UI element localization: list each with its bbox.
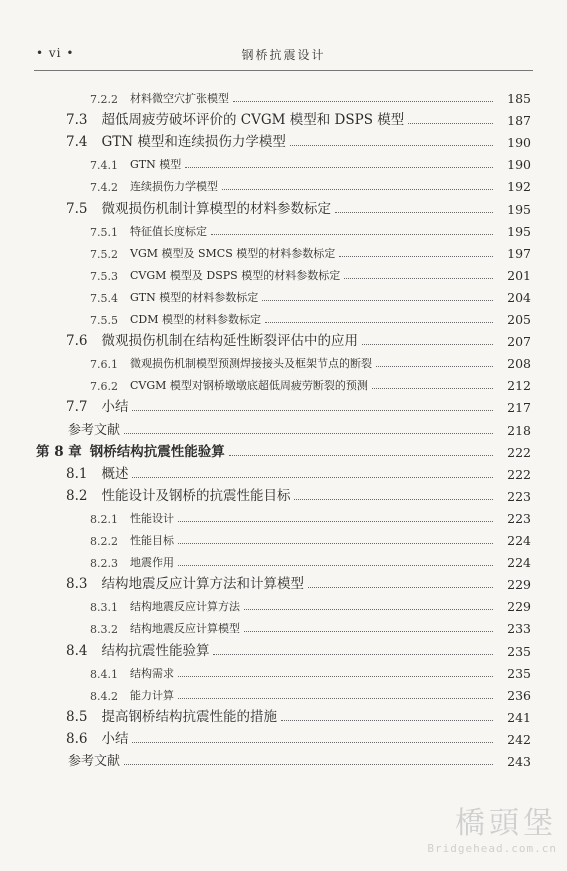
toc-entry-title: 微观损伤机制在结构延性断裂评估中的应用 xyxy=(101,333,358,350)
toc-entry-title: 结构地震反应计算模型 xyxy=(130,622,240,636)
toc-entry-title: 微观损伤机制计算模型的材料参数标定 xyxy=(101,200,331,217)
toc-entry xyxy=(66,703,531,725)
toc-entry-number: 7.5.5 xyxy=(90,314,118,327)
toc-entry-title: 参考文献 xyxy=(68,422,121,438)
toc-entry-number: 8.3.2 xyxy=(90,623,118,637)
toc-entry-title: 特征值长度标定 xyxy=(130,224,207,238)
toc-entry xyxy=(66,195,531,217)
watermark xyxy=(427,798,557,855)
toc-entry-number: 7.5.3 xyxy=(90,269,118,283)
toc-entry-number: 8.3.1 xyxy=(90,601,118,615)
toc-entry-number: 8.1 xyxy=(66,465,88,482)
leader-dots xyxy=(372,388,493,389)
toc-entry-page: 195 xyxy=(507,223,531,239)
toc-entry xyxy=(90,526,531,548)
toc-entry xyxy=(90,84,531,106)
toc-entry-title: 结构地震反应计算方法和计算模型 xyxy=(101,576,304,593)
toc-entry xyxy=(66,393,531,415)
toc-entry-number: 8.2 xyxy=(66,487,88,504)
leader-dots xyxy=(178,698,493,699)
page-header xyxy=(36,44,531,64)
toc-entry-number: 7.5.4 xyxy=(90,291,118,305)
leader-dots xyxy=(222,189,493,190)
toc-entry-number: 第 8 章 xyxy=(36,443,82,460)
toc-entry-number: 7.5.1 xyxy=(90,225,118,239)
toc-entry xyxy=(66,482,531,504)
toc-entry-title: 提高钢桥结构抗震性能的措施 xyxy=(101,708,277,725)
toc-entry-title: 性能设计 xyxy=(130,511,174,525)
toc-entry-title: 性能设计及钢桥的抗震性能目标 xyxy=(101,487,291,504)
toc-entry-title: 概述 xyxy=(101,465,129,482)
leader-dots xyxy=(244,609,493,610)
toc-entry-page: 235 xyxy=(507,643,531,659)
toc-entry-page: 204 xyxy=(507,289,531,305)
toc-entry xyxy=(90,283,531,305)
leader-dots xyxy=(178,676,493,677)
leader-dots xyxy=(376,366,493,367)
toc-entry-page: 207 xyxy=(507,334,531,350)
toc-entry-number: 7.3 xyxy=(66,112,88,129)
toc-entry-page: 235 xyxy=(507,665,531,681)
leader-dots xyxy=(178,521,493,522)
leader-dots xyxy=(185,167,493,168)
toc-entry-page: 205 xyxy=(507,312,531,327)
toc-entry-page: 224 xyxy=(507,555,531,571)
toc-entry-page: 195 xyxy=(507,201,531,217)
toc-entry xyxy=(90,217,531,239)
leader-dots xyxy=(211,234,493,235)
leader-dots xyxy=(344,278,493,279)
running-title: 钢桥抗震设计 xyxy=(241,48,326,62)
toc-entry-page: 185 xyxy=(507,91,531,106)
toc-entry-number: 7.6.2 xyxy=(90,380,118,394)
toc-entry xyxy=(90,681,531,703)
toc-entry-title: CVGM 模型对钢桥墩墩底超低周疲劳断裂的预测 xyxy=(130,379,368,393)
toc-entry-title: VGM 模型及 SMCS 模型的材料参数标定 xyxy=(130,246,336,260)
toc-entry-title: 参考文献 xyxy=(68,754,121,769)
toc-entry-title: CDM 模型的材料参数标定 xyxy=(130,313,261,326)
toc-entry-title: GTN 模型 xyxy=(130,158,182,172)
toc-entry-page: 218 xyxy=(507,422,531,438)
toc-entry-page: 208 xyxy=(507,356,531,372)
toc-entry xyxy=(90,349,531,371)
leader-dots xyxy=(233,101,493,102)
toc-entry xyxy=(66,128,531,150)
watermark-url: Bridgehead.com.cn xyxy=(427,842,557,855)
toc-chapter xyxy=(36,438,531,460)
toc-entry-number: 7.5.2 xyxy=(90,247,118,261)
toc-entry-title: 结构地震反应计算方法 xyxy=(130,600,240,614)
toc-entry-title: 能力计算 xyxy=(130,688,174,702)
toc-entry xyxy=(90,371,531,393)
toc-entry xyxy=(90,150,531,172)
header-rule xyxy=(34,70,533,71)
toc-entry-number: 7.6.1 xyxy=(90,358,118,372)
toc-entry-title: 钢桥结构抗震性能验算 xyxy=(89,443,225,460)
toc-entry-title: CVGM 模型及 DSPS 模型的材料参数标定 xyxy=(130,268,341,282)
leader-dots xyxy=(362,344,493,345)
toc-entry-title: 地震作用 xyxy=(130,556,174,570)
toc-entry-number: 8.4.2 xyxy=(90,689,118,703)
leader-dots xyxy=(281,720,493,721)
toc-entry xyxy=(90,261,531,283)
toc-entry-page: 223 xyxy=(507,510,531,526)
toc-entry-title: 结构抗震性能验算 xyxy=(101,642,210,659)
toc-entry xyxy=(68,416,531,438)
toc-entry-page: 242 xyxy=(507,731,531,747)
leader-dots xyxy=(132,477,493,478)
toc-entry-page: 212 xyxy=(507,378,531,394)
toc-entry xyxy=(68,747,531,769)
toc-entry-title: 材料微空穴扩张模型 xyxy=(130,92,229,105)
leader-dots xyxy=(262,300,493,301)
watermark-logo: 橋頭堡 xyxy=(455,806,557,841)
toc-entry-title: 超低周疲劳破坏评价的 CVGM 模型和 DSPS 模型 xyxy=(101,112,405,129)
toc-entry-page: 241 xyxy=(507,709,531,725)
toc-entry-number: 7.4 xyxy=(66,134,88,151)
toc-entry xyxy=(90,504,531,526)
toc-entry-page: 187 xyxy=(507,113,531,129)
toc-entry-page: 217 xyxy=(507,400,531,416)
toc-entry-title: GTN 模型和连续损伤力学模型 xyxy=(101,134,286,151)
toc-entry-number: 8.2.2 xyxy=(90,535,118,548)
toc-entry-title: 小结 xyxy=(101,399,129,416)
leader-dots xyxy=(308,587,493,588)
leader-dots xyxy=(124,764,493,765)
toc-entry-page: 243 xyxy=(507,754,531,769)
toc-entry-number: 7.5 xyxy=(66,200,88,217)
leader-dots xyxy=(408,123,493,124)
toc-entry-title: 微观损伤机制模型预测焊接接头及框架节点的断裂 xyxy=(130,357,372,371)
leader-dots xyxy=(178,543,493,544)
leader-dots xyxy=(213,654,493,655)
toc-entry-page: 190 xyxy=(507,135,531,151)
toc-entry-number: 7.4.2 xyxy=(90,181,118,195)
toc-entry-title: 结构需求 xyxy=(130,666,174,680)
toc-entry xyxy=(66,725,531,747)
toc-entry-title: 性能目标 xyxy=(130,534,174,547)
leader-dots xyxy=(229,455,493,456)
toc-entry xyxy=(66,106,531,128)
toc-entry-number: 8.3 xyxy=(66,576,88,593)
toc-entry-title: 连续损伤力学模型 xyxy=(130,180,218,194)
leader-dots xyxy=(290,145,493,146)
toc-entry-number: 8.5 xyxy=(66,708,88,725)
leader-dots xyxy=(335,212,493,213)
toc-entry xyxy=(66,327,531,349)
toc-entry-page: 192 xyxy=(507,179,531,195)
toc-entry-page: 201 xyxy=(507,267,531,283)
toc-entry-title: 小结 xyxy=(101,730,129,747)
toc-entry xyxy=(90,172,531,194)
toc-entry-page: 222 xyxy=(507,444,531,460)
leader-dots xyxy=(132,410,493,411)
page-number: • vi • xyxy=(36,46,75,60)
toc-entry-number: 8.2.3 xyxy=(90,557,118,571)
toc-entry-number: 7.6 xyxy=(66,333,88,350)
toc-entry-page: 224 xyxy=(507,533,531,548)
toc-entry-page: 190 xyxy=(507,157,531,173)
toc-entry-number: 8.2.1 xyxy=(90,512,118,526)
toc-entry-page: 223 xyxy=(507,488,531,504)
toc-entry-title: GTN 模型的材料参数标定 xyxy=(130,290,259,304)
leader-dots xyxy=(132,742,493,743)
toc-entry-page: 229 xyxy=(507,599,531,615)
leader-dots xyxy=(339,256,493,257)
toc-entry-page: 222 xyxy=(507,466,531,482)
toc-entry xyxy=(90,548,531,570)
toc-entry-page: 197 xyxy=(507,245,531,261)
toc-entry-number: 8.4.1 xyxy=(90,667,118,681)
toc-entry xyxy=(66,460,531,482)
toc-entry xyxy=(90,659,531,681)
toc-entry-number: 8.4 xyxy=(66,642,88,659)
toc-entry xyxy=(66,637,531,659)
toc-entry xyxy=(90,305,531,327)
toc-entry xyxy=(66,570,531,592)
leader-dots xyxy=(178,565,493,566)
toc-entry xyxy=(90,592,531,614)
toc-entry-page: 236 xyxy=(507,687,531,703)
leader-dots xyxy=(265,322,493,323)
toc-entry-number: 7.4.1 xyxy=(90,159,118,173)
toc-entry-number: 7.2.2 xyxy=(90,93,118,106)
toc-entry-number: 8.6 xyxy=(66,730,88,747)
leader-dots xyxy=(124,433,493,434)
leader-dots xyxy=(244,631,493,632)
toc-entry xyxy=(90,239,531,261)
toc-entry xyxy=(90,614,531,636)
toc-entry-page: 233 xyxy=(507,621,531,637)
toc-entry-number: 7.7 xyxy=(66,399,88,416)
leader-dots xyxy=(294,499,493,500)
toc-entry-page: 229 xyxy=(507,577,531,593)
